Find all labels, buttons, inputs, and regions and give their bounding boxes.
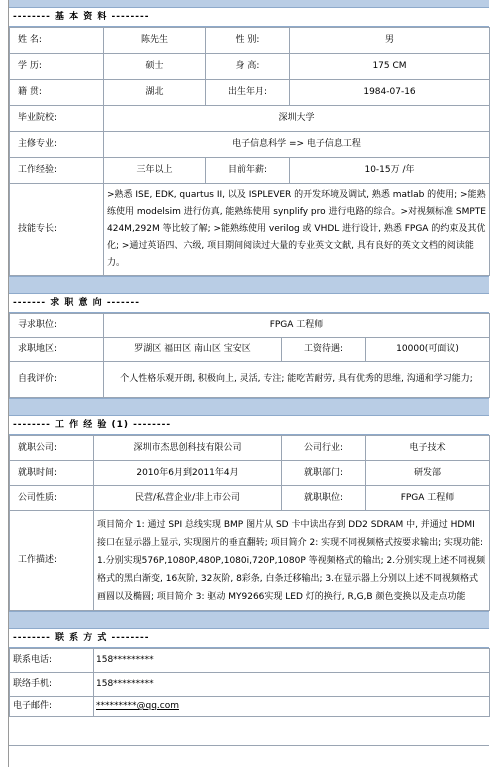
area-label: 求职地区: <box>10 338 104 362</box>
email-label: 电子邮件: <box>10 697 94 717</box>
section-title-contact: -------- 联 系 方 式 -------- <box>9 629 489 648</box>
resume-sheet <box>8 0 489 767</box>
origin-label: 籍 贯: <box>10 80 104 106</box>
height-value: 175 CM <box>290 54 490 80</box>
section-title-work: -------- 工 作 经 验 (1) -------- <box>9 416 489 435</box>
empty-tail-row <box>9 717 489 746</box>
education-label: 学 历: <box>10 54 104 80</box>
nature-value: 民营/私营企业/非上市公司 <box>94 486 282 511</box>
industry-value: 电子技术 <box>366 436 490 461</box>
basic-info-table <box>9 27 490 276</box>
origin-value: 湖北 <box>104 80 206 106</box>
pay-value: 10000(可面议) <box>366 338 490 362</box>
email-value[interactable]: *********@qq.com <box>94 697 490 717</box>
major-label: 主修专业: <box>10 132 104 158</box>
major-value: 电子信息科学 => 电子信息工程 <box>104 132 490 158</box>
industry-label: 公司行业: <box>282 436 366 461</box>
pay-label: 工资待遇: <box>282 338 366 362</box>
salary-label: 目前年薪: <box>206 158 290 184</box>
mobile-label: 联络手机: <box>10 673 94 697</box>
gender-label: 性 别: <box>206 28 290 54</box>
dept-value: 研发部 <box>366 461 490 486</box>
name-label: 姓 名: <box>10 28 104 54</box>
top-band <box>9 0 489 8</box>
time-label: 就职时间: <box>10 461 94 486</box>
time-value: 2010年6月到2011年4月 <box>94 461 282 486</box>
section-band <box>9 611 489 629</box>
job-value: FPGA 工程师 <box>366 486 490 511</box>
section-title-basic: -------- 基 本 资 料 -------- <box>9 8 489 27</box>
desc-text: 项目简介 1: 通过 SPI 总线实现 BMP 图片从 SD 卡中读出存到 DD2 SDRAM 中, 并通过 HDMI 接口在显示器上显示, 实现图片的垂直翻转; 项目简介 2: 实现不同视频格式按要求输出; 实现功能: 1.分别实现576P,1080P,480P,1080i,720P,1080P 等视频格式的输出; 2.分别实现上述不同视频格式的黑白渐变, 16灰阶, 32灰阶, 8彩条, 白条迁移输出; 3.在显示器上分别以上述不同视频格式画圆以及椭圆; 项目简介 3: 驱动 MY9266实现 LED 灯的换行, R,G,B 颜色变换以及走点功能 <box>94 511 490 611</box>
birth-value: 1984-07-16 <box>290 80 490 106</box>
skills-label: 技能专长: <box>10 184 104 276</box>
section-title-intent: ------- 求 职 意 向 ------- <box>9 294 489 313</box>
mobile-value: 158********* <box>94 673 490 697</box>
company-label: 就职公司: <box>10 436 94 461</box>
section-band <box>9 276 489 294</box>
work-table <box>9 435 490 611</box>
school-label: 毕业院校: <box>10 106 104 132</box>
height-label: 身 高: <box>206 54 290 80</box>
desc-label: 工作描述: <box>10 511 94 611</box>
phone-value: 158********* <box>94 649 490 673</box>
education-value: 硕士 <box>104 54 206 80</box>
position-label: 寻求职位: <box>10 314 104 338</box>
dept-label: 就职部门: <box>282 461 366 486</box>
name-value: 陈先生 <box>104 28 206 54</box>
contact-table <box>9 648 490 717</box>
birth-label: 出生年月: <box>206 80 290 106</box>
experience-label: 工作经验: <box>10 158 104 184</box>
school-value: 深圳大学 <box>104 106 490 132</box>
skills-text: >熟悉 ISE, EDK, quartus II, 以及 ISPLEVER 的开发环境及调试, 熟悉 matlab 的使用; >能熟练使用 modelsim 进行仿真, 能熟练使用 synplify pro 进行电路的综合。>对视频标准 SMPTE 424M,292M 等比较了解; >能熟练使用 verilog 或 VHDL 进行设计, 熟悉 FPGA 的约束及其优化; >通过英语四、六级, 项目期间阅读过大量的专业英文文献, 具有良好的英文文档的阅读能力。 <box>104 184 490 276</box>
intent-table <box>9 313 490 398</box>
section-band <box>9 398 489 416</box>
salary-value: 10-15万 /年 <box>290 158 490 184</box>
job-label: 就职职位: <box>282 486 366 511</box>
nature-label: 公司性质: <box>10 486 94 511</box>
self-eval-text: 个人性格乐观开朗, 积极向上, 灵活, 专注; 能吃苦耐劳, 具有优秀的思维, 沟通和学习能力; <box>104 362 490 398</box>
phone-label: 联系电话: <box>10 649 94 673</box>
area-value: 罗湖区 福田区 南山区 宝安区 <box>104 338 282 362</box>
company-value: 深圳市杰思创科技有限公司 <box>94 436 282 461</box>
gender-value: 男 <box>290 28 490 54</box>
experience-value: 三年以上 <box>104 158 206 184</box>
self-eval-label: 自我评价: <box>10 362 104 398</box>
position-value: FPGA 工程师 <box>104 314 490 338</box>
